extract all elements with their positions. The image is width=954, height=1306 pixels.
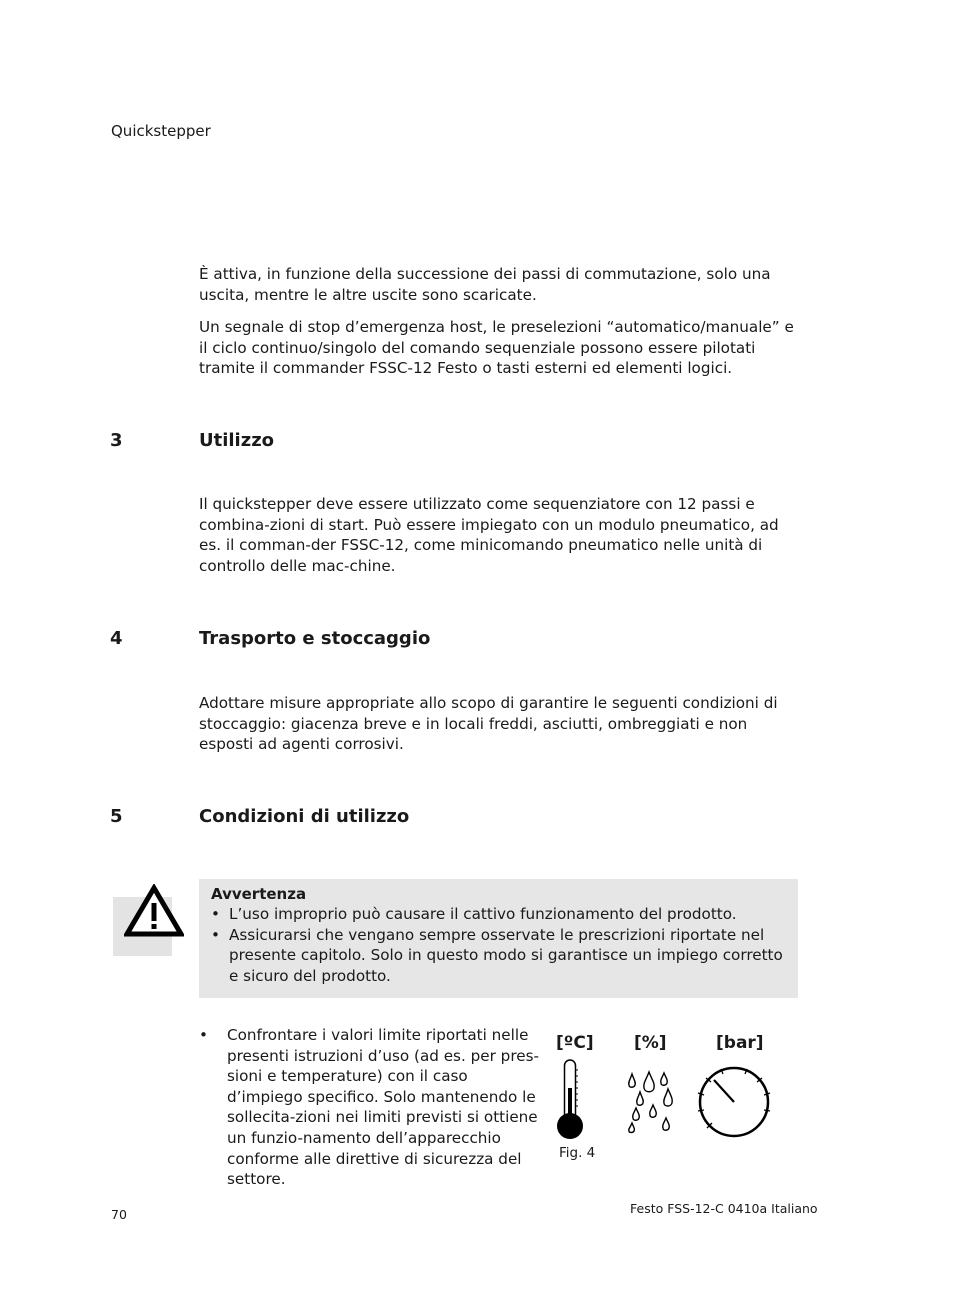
section-4-title: Trasporto e stoccaggio: [199, 628, 431, 649]
section-5-title: Condizioni di utilizzo: [199, 806, 410, 827]
humidity-label: [%]: [634, 1033, 667, 1053]
page-number: 70: [111, 1207, 127, 1222]
warning-item: • L’uso improprio può causare il cattivo funzionamento del prodotto.: [211, 905, 737, 923]
section-3-title: Utilizzo: [199, 430, 275, 451]
thermometer-icon: [553, 1058, 587, 1142]
footer-doc-info: Festo FSS-12-C 0410a Italiano: [630, 1201, 818, 1216]
figure-caption: Fig. 4: [559, 1145, 596, 1161]
warning-item: • Assicurarsi che vengano sempre osservate le prescrizioni riportate nel presente capitolo. Solo in questo modo si garantisce un impiego corretto e sicuro del prodotto.: [211, 925, 783, 985]
running-header: Quickstepper: [111, 122, 211, 140]
warning-box: [199, 879, 798, 998]
section-5-number: 5: [110, 806, 123, 827]
section-4-number: 4: [110, 628, 123, 649]
intro-paragraph-2: Un segnale di stop d’emergenza host, le preselezioni “automatico/manuale” e il ciclo continuo/singolo del comando sequenziale possono essere pilotati tramite il commander FSSC-12 Festo o tasti esterni ed elementi logici.: [199, 318, 794, 378]
intro-paragraph-1: È attiva, in funzione della successione dei passi di commutazione, solo una uscita, mentre le altre uscite sono scaricate.: [199, 265, 771, 304]
droplets-icon: [624, 1068, 680, 1134]
section-3-number: 3: [110, 430, 123, 451]
temperature-label: [ºC]: [556, 1033, 594, 1053]
pressure-label: [bar]: [716, 1033, 764, 1053]
warning-triangle-icon: [124, 884, 184, 938]
pressure-gauge-icon: [695, 1066, 773, 1138]
section-4-body: Adottare misure appropriate allo scopo di garantire le seguenti condizioni di stoccaggio: giacenza breve e in locali freddi, asciutti, ombreggiati e non esposti ad agenti corrosivi.: [199, 694, 778, 754]
section-3-body: Il quickstepper deve essere utilizzato come sequenziatore con 12 passi e combina-zioni di start. Può essere impiegato con un modulo pneumatico, ad es. il comman-der FSSC-12, come minicomando pneumatico nelle unità di controllo delle mac-chine.: [199, 495, 779, 575]
warning-title: Avvertenza: [211, 885, 307, 903]
check-limits-bullet: • Confrontare i valori limite riportati nelle presenti istruzioni d’uso (ad es. per pres-sioni e temperature) con il caso d’impiego specifico. Solo mantenendo le sollecita-zioni nei limiti previsti si ottiene un funzio-namento dell’apparecchio conforme alle direttive di sicurezza del settore.: [199, 1026, 539, 1189]
